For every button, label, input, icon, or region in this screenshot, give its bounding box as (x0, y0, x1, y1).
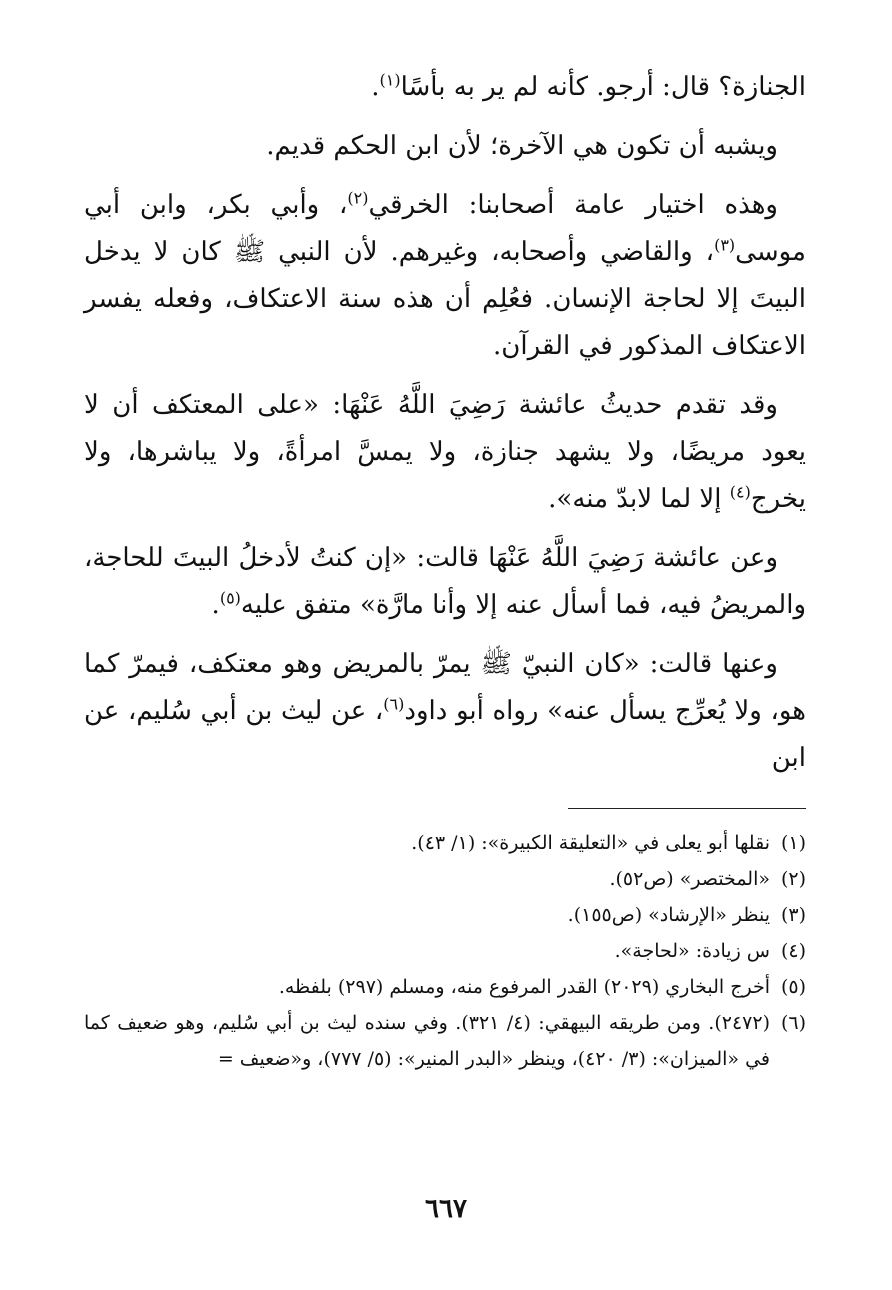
main-text (84, 64, 806, 782)
footnote-number: (٣) (780, 904, 806, 926)
footnote-ref-5[interactable]: (٥) (219, 588, 241, 608)
book-page (84, 64, 806, 1250)
paragraph-4: وقد تقدم حديثُ عائشة رَضِيَ اللَّهُ عَنْهَا: «على المعتكف أن لا يعود مريضًا، ولا يشهد جنازة، ولا يمسَّ امرأةً، ولا يباشرها، ولا يخرج$^{(٤)}$ إلا لما لابدّ منه». (84, 390, 806, 514)
footnote-ref-6[interactable]: (٦) (383, 694, 405, 714)
footnote-number: (١) (780, 832, 806, 854)
footnote-ref-4[interactable]: (٤) (729, 482, 751, 502)
footnote-text: ينظر «الإرشاد» (ص١٥٥). (567, 904, 770, 926)
footnote-ref-3[interactable]: (٣) (714, 235, 736, 255)
footnote-number: (٢) (780, 868, 806, 890)
footnote-text: (٢٤٧٢). ومن طريقه البيهقي: (٤/ ٣٢١). وفي سنده ليث بن أبي سُليم، وهو ضعيف كما في «الميزان»: (٣/ ٤٢٠)، وينظر «البدر المنير»: (٥/ ٧٧٧)، و«ضعيف = (84, 1012, 770, 1070)
footnotes-list (84, 825, 806, 1077)
paragraph-3: وهذه اختيار عامة أصحابنا: الخرقي$^{(٢)}$، وأبي بكر، وابن أبي موسى$^{(٣)}$، والقاضي وأصحابه، وغيرهم. لأن النبي ﷺ كان لا يدخل البيتَ إلا لحاجة الإنسان. فعُلِم أن هذه سنة الاعتكاف، وفعله يفسر الاعتكاف المذكور في القرآن. (84, 188, 806, 361)
footnote-item (84, 861, 806, 897)
footnote-item (84, 825, 806, 861)
footnote-number: (٤) (780, 940, 806, 962)
footnote-item (84, 897, 806, 933)
footnote-separator (568, 808, 806, 809)
footnote-item (84, 1005, 806, 1077)
paragraph-2: ويشبه أن تكون هي الآخرة؛ لأن ابن الحكم قديم. (266, 131, 778, 161)
footnote-number: (٦) (780, 1012, 806, 1034)
footnote-item (84, 933, 806, 969)
footnote-number: (٥) (780, 976, 806, 998)
footnote-ref-1[interactable]: (١) (379, 70, 401, 90)
footnote-text: أخرج البخاري (٢٠٢٩) القدر المرفوع منه، ومسلم (٢٩٧) بلفظه. (278, 976, 770, 998)
paragraph-6: وعنها قالت: «كان النبيّ ﷺ يمرّ بالمريض وهو معتكف، فيمرّ كما هو، ولا يُعرِّج يسأل عنه» رواه أبو داود$^{(٦)}$، عن ليث بن أبي سُليم، عن ابن (84, 649, 806, 773)
paragraph-1: الجنازة؟ قال: أرجو. كأنه لم ير به بأسًا$^{(١)}$. (371, 70, 806, 102)
footnote-text: نقلها أبو يعلى في «التعليقة الكبيرة»: (١/ ٤٣). (411, 832, 770, 854)
page-number: ٦٦٧ (425, 1194, 467, 1224)
footnote-item (84, 969, 806, 1005)
footnote-ref-2[interactable]: (٢) (347, 188, 369, 208)
paragraph-5: وعن عائشة رَضِيَ اللَّهُ عَنْهَا قالت: «إن كنتُ لأدخلُ البيتَ للحاجة، والمريضُ فيه، فما أسأل عنه إلا وأنا مارَّة» متفق عليه$^{(٥)}$. (84, 543, 806, 620)
footnote-text: س زيادة: «لحاجة». (614, 940, 770, 962)
footnote-text: «المختصر» (ص٥٢). (609, 868, 770, 890)
